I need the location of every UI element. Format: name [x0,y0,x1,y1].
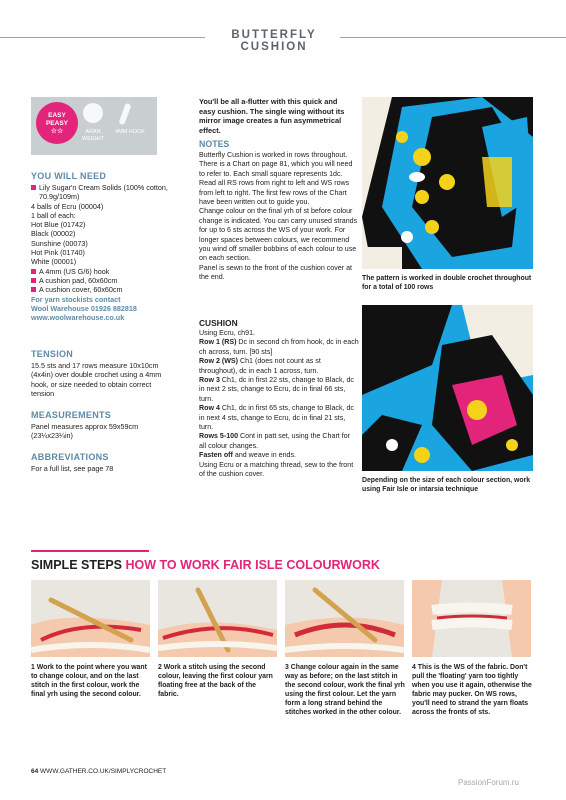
difficulty-line1: EASY [48,112,66,119]
yarn-colour: Hot Blue (01742) [31,220,86,230]
step-photo-3 [285,580,404,657]
step-text-1: 1 Work to the point where you want to change colour, and on the last stitch in the first colour, work the final yrh using the second colour. [31,664,147,698]
notes-paragraph: Panel is sewn to the front of the cushion cover at the end. [199,263,352,282]
difficulty-stars: ☆☆ [50,128,64,135]
list-item: A 4mm (US G/6) hook [31,267,181,276]
pattern-final: Using Ecru or a matching thread, sew to the front of the cushion cover. [199,460,354,479]
notes-body [199,151,359,283]
notes-heading: NOTES [199,139,230,149]
yarn-each-label: 1 ball of each: [31,210,76,220]
steps-heading [31,558,380,572]
cushion-pattern [199,329,359,480]
pattern-row: Row 1 (RS) Dc in second ch from hook, dc in each ch across, turn. [90 sts] [199,338,359,356]
list-item: A cushion pad, 60x60cm [31,276,181,285]
hook-size-label: 4MM HOOK [115,129,145,135]
yarn-colour: White (00001) [31,257,77,267]
stockists-link[interactable]: www.woolwarehouse.co.uk [31,313,125,323]
tension-text: 15.5 sts and 17 rows measure 10x10cm (4x4in) over double crochet using a 4mm hook, or size needed to obtain correct tension [31,361,162,398]
yarn-colour: Sunshine (00073) [31,238,88,248]
you-will-need-heading: YOU WILL NEED [31,171,107,181]
notes-paragraph: There is a Chart on page 81, which you will need to refer to. Each small square represents 1dc. Read all RS rows from right to left and WS rows from left to right. The first few rows of the Chart have been written out to guide you. [199,160,353,207]
difficulty-line2: PEASY [45,120,69,127]
step-text-3: 3 Change colour again in the same way as before; on the last stitch in the second colour, work the final yrh using the first colour. Let the yarn form a long strand behind the stitches worked in the other colour. [285,664,405,716]
yarn-colour: Hot Pink (01740) [31,248,85,258]
intro-text: You'll be all a-flutter with this quick and easy cushion. The single wing without its mirror image creates a fun asymmetrical effect. [199,97,345,135]
step-text-2: 2 Work a stitch using the second colour, leaving the first colour yarn floating free at the back of the fabric. [158,664,273,698]
step-photo-4 [412,580,531,657]
steps-heading-a: SIMPLE STEPS [31,558,122,572]
steps-heading-b: HOW TO WORK FAIR ISLE COLOURWORK [125,558,380,572]
notes-paragraph: Change colour on the final yrh of st before colour change is indicated. You can carry unused strands for up to 6 sts across the WS of your work. For longer spaces between colours, we recommend you wind off smaller bobbins of each colour to use on each section. [199,207,358,263]
materials-list [31,183,181,322]
pattern-row: Rows 5-100 Cont in patt set, using the Chart for all colour changes. [199,432,351,450]
page-footer [31,768,166,775]
measurements-text: Panel measures approx 59x59cm (23¼x23¼in) [31,422,139,441]
notes-paragraph: Butterfly Cushion is worked in rows throughout. [199,151,348,159]
butterfly-closeup-photo-1 [362,97,533,269]
step-text-4: 4 This is the WS of the fabric. Don't pull the 'floating' yarn too tightly when you use it again, otherwise the fabric may pucker. On WS rows, you'll need to strand the yarn floats across the fronts of sts. [412,664,532,716]
list-item: A cushion cover, 60x60cm [31,285,181,294]
cushion-heading: CUSHION [199,318,238,328]
photo-caption-2: Depending on the size of each colour section, work using Fair Isle or intarsia technique [362,477,531,493]
yarn-weight-label: ARAN WEIGHT [82,129,104,142]
step-photo-1 [31,580,150,657]
pattern-start: Using Ecru, ch91. [199,329,255,337]
watermark: PassionForum.ru [458,778,519,787]
yarn-ball-icon [83,103,103,123]
difficulty-badge [36,102,78,144]
abbreviations-heading: ABBREVIATIONS [31,452,109,462]
butterfly-closeup-photo-2 [362,305,533,471]
step-photo-2 [158,580,277,657]
page-number: 64 [31,768,39,775]
pattern-row: Row 3 Ch1, dc in first 22 sts, change to Black, dc in next 2 sts, change to Ecru, dc in final 66 sts, turn. [199,376,354,403]
measurements-heading: MEASUREMENTS [31,410,112,420]
photo-caption-1: The pattern is worked in double crochet throughout for a total of 100 rows [362,275,532,291]
header-rule-right [340,37,566,38]
pattern-row: Row 4 Ch1, dc in first 65 sts, change to Black, dc in next 4 sts, change to Ecru, dc in final 21 sts, turn. [199,404,354,432]
header-rule-left [0,37,205,38]
yarn-main: 4 balls of Ecru (00004) [31,201,104,211]
tension-heading: TENSION [31,349,74,359]
footer-url[interactable]: WWW.GATHER.CO.UK/SIMPLYCROCHET [40,768,167,775]
steps-rule [31,550,149,552]
abbreviations-text: For a full list, see page 78 [31,464,114,473]
stockists-line: For yarn stockists contact [31,294,121,304]
page-title: BUTTERFLY CUSHION [231,29,317,53]
list-item: Lily Sugar'n Cream Solids (100% cotton, 70.9g/109m) [31,183,181,202]
stockists-line: Wool Warehouse 01926 882818 [31,303,137,313]
yarn-colour: Black (00002) [31,229,76,239]
pattern-row: Row 2 (WS) Ch1 (does not count as st throughout), dc in each 1 across, turn. [199,357,321,375]
pattern-row: Fasten off and weave in ends. [199,451,297,460]
